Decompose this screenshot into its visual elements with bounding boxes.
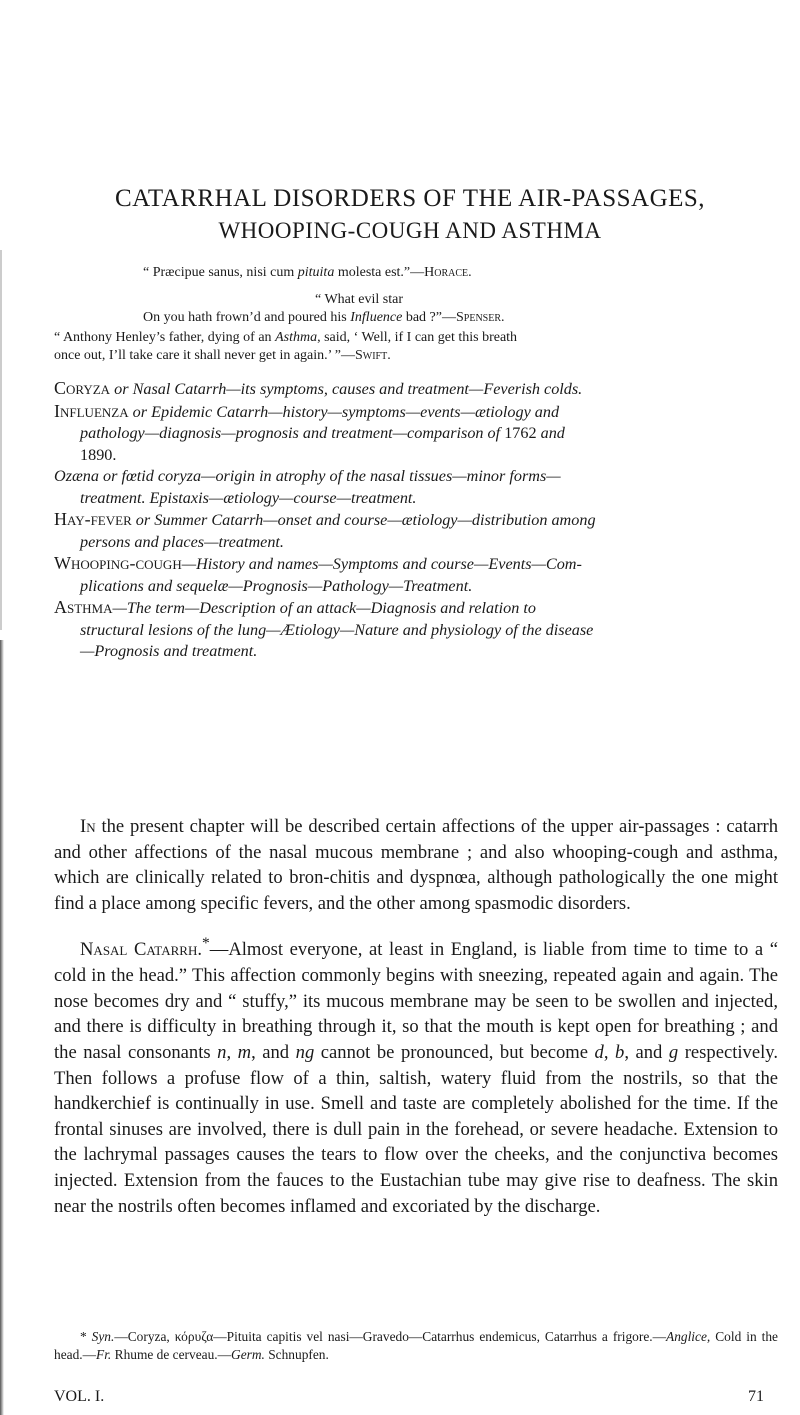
volume-signature: VOL. I.	[54, 1388, 105, 1405]
footnote-label: Syn.	[91, 1329, 115, 1344]
footnote-marker: *	[201, 935, 210, 953]
synopsis-head: Hay-fever	[54, 509, 132, 529]
footnote	[54, 1328, 778, 1363]
chapter-title-line-2: WHOOPING-COUGH AND ASTHMA	[218, 218, 602, 243]
synopsis-text: treatment. Epistaxis—ætiology—course—treatment.	[80, 488, 417, 507]
footnote-label: Anglice,	[666, 1329, 711, 1344]
synopsis-text: and	[536, 424, 565, 442]
paragraph-lead: In	[80, 816, 96, 837]
letter: b	[615, 1041, 625, 1063]
synopsis-year: 1762	[504, 424, 537, 442]
letter: g	[668, 1041, 679, 1063]
synopsis-sep: or	[128, 402, 152, 421]
epigraph-emphasis: pituita	[297, 265, 335, 280]
synopsis-entry-whooping-cough	[54, 553, 774, 597]
body-text	[54, 814, 778, 1219]
epigraph-text: , said, ‘ Well, if I can get this breath	[317, 330, 518, 345]
synopsis-year: 1890.	[80, 445, 117, 464]
synopsis-entry-influenza	[54, 401, 774, 467]
epigraph-swift-line-1	[54, 330, 517, 346]
epigraph-author: Swift.	[355, 348, 391, 363]
synopsis-text: —History and names—Symptoms and course—Events—Com-	[181, 555, 582, 573]
footnote-text: Rhume de cerveau.—	[111, 1346, 232, 1362]
paragraph-intro	[54, 814, 778, 916]
epigraph-author: Horace.	[424, 265, 472, 280]
epigraph-text: bad ?”—	[402, 310, 456, 325]
synopsis-text: Summer Catarrh—onset and course—ætiology—distribution among	[154, 511, 596, 529]
letter: d	[594, 1041, 604, 1063]
synopsis-text: plications and sequelæ—Prognosis—Pathology—Treatment.	[80, 576, 473, 595]
synopsis-entry-asthma	[54, 597, 774, 663]
chapter-title-line-1: CATARRHAL DISORDERS OF THE AIR-PASSAGES,	[114, 185, 706, 212]
synopsis-text: Epidemic Catarrh—history—symptoms—events—ætiology and	[151, 402, 560, 421]
section-heading: Nasal Catarrh.	[80, 939, 202, 961]
footnote-label: Fr.	[96, 1346, 112, 1362]
synopsis-sep: or	[131, 511, 155, 529]
footnote-text: —Coryza, κόρυζα—Pituita capitis vel nasi—Gravedo—Catarrhus endemicus, Catarrhus a frigore.—	[114, 1329, 667, 1344]
synopsis-text: Nasal Catarrh—its symptoms, causes and treatment—Feverish colds.	[132, 380, 583, 398]
epigraph-emphasis: Asthma	[275, 330, 318, 345]
synopsis-text: —Prognosis and treatment.	[80, 642, 258, 660]
page-number: 71	[748, 1388, 764, 1405]
epigraph-spenser-line-1: “ What evil star	[315, 292, 403, 307]
page-binding-shadow	[0, 640, 4, 1415]
epigraph-emphasis: Influence	[350, 310, 403, 325]
paragraph-text: ,	[226, 1041, 238, 1063]
synopsis-text: structural lesions of the lung—Ætiology—Nature and physiology of the disease	[80, 620, 594, 639]
synopsis-text: Ozæna or fœtid coryza—origin in atrophy of the nasal tissues—minor forms—	[54, 467, 561, 485]
synopsis-head: Influenza	[54, 400, 129, 421]
epigraph-swift-line-2	[54, 348, 391, 364]
letter: ng	[295, 1041, 315, 1063]
paragraph-text: , and	[251, 1041, 296, 1063]
synopsis-entry-ozaena	[54, 466, 774, 509]
epigraph-text: molesta est.”—	[334, 265, 425, 280]
synopsis-head: Whooping-cough	[54, 553, 182, 573]
footnote-text: Schnupfen.	[264, 1346, 329, 1362]
synopsis	[54, 378, 774, 663]
epigraph-text: once out, I’ll take care it shall never get in again.’ ”—	[54, 348, 355, 363]
letter: n	[217, 1041, 227, 1063]
synopsis-head: Asthma	[54, 597, 113, 617]
paragraph-text: the present chapter will be described certain affections of the upper air-passages : catarrh and other affections of the nasal mucous membrane ; and also whooping-cough and asthma, which are clinically related to bron-chitis and dyspnœa, although pathologically the one might find a place among specific fevers, and the other among spasmodic disorders.	[54, 816, 778, 914]
epigraph-spenser-line-2	[143, 310, 505, 326]
synopsis-text: persons and places—treatment.	[80, 532, 284, 551]
paragraph-text: , and	[624, 1041, 669, 1063]
footnote-label: Germ.	[231, 1346, 265, 1362]
footnote-text: Cold in the head.—	[54, 1329, 778, 1362]
synopsis-entry-coryza	[54, 378, 774, 401]
epigraph-horace	[143, 265, 472, 281]
epigraph-text: “ Anthony Henley’s father, dying of an	[54, 330, 276, 345]
epigraph-text: “ Præcipue sanus, nisi cum	[143, 265, 298, 280]
synopsis-text: —The term—Description of an attack—Diagnosis and relation to	[112, 599, 536, 617]
letter: m	[237, 1041, 252, 1063]
synopsis-sep: or	[110, 380, 133, 398]
synopsis-text: pathology—diagnosis—prognosis and treatment—comparison of	[80, 424, 505, 442]
epigraph-author: Spenser.	[456, 310, 505, 325]
paragraph-text: cannot be pronounced, but become	[314, 1041, 595, 1063]
paragraph-text: ,	[603, 1041, 616, 1063]
epigraph-text: On you hath frown’d and poured his	[143, 310, 351, 325]
footnote-marker: *	[80, 1329, 92, 1344]
paragraph-text: respectively. Then follows a profuse flow of a thin, saltish, watery fluid from the nostrils, so that the handkerchief is continually in use. Smell and taste are completely abolished for the time. If the frontal sinuses are involved, there is dull pain in the forehead, or severe headache. Extension to the lachrymal passages causes the tears to flow over the cheeks, and the conjunctiva becomes injected. Extension from the fauces to the Eustachian tube may give rise to deafness. The skin near the nostrils often becomes inflamed and excoriated by the discharge.	[54, 1041, 778, 1217]
paragraph-nasal-catarrh	[54, 931, 778, 1219]
synopsis-head: Coryza	[54, 378, 111, 398]
paragraph-text: —Almost everyone, at least in England, is liable from time to time to a “ cold in the head.” This affection commonly begins with sneezing, repeated again and again. The nose becomes dry and “ stuffy,” its mucous membrane may be seen to be swollen and injected, and there is difficulty in breathing through it, so that the mouth is kept open for breathing ; and the nasal consonants	[54, 939, 778, 1063]
page-binding-edge	[0, 250, 2, 630]
synopsis-entry-hay-fever	[54, 509, 774, 553]
